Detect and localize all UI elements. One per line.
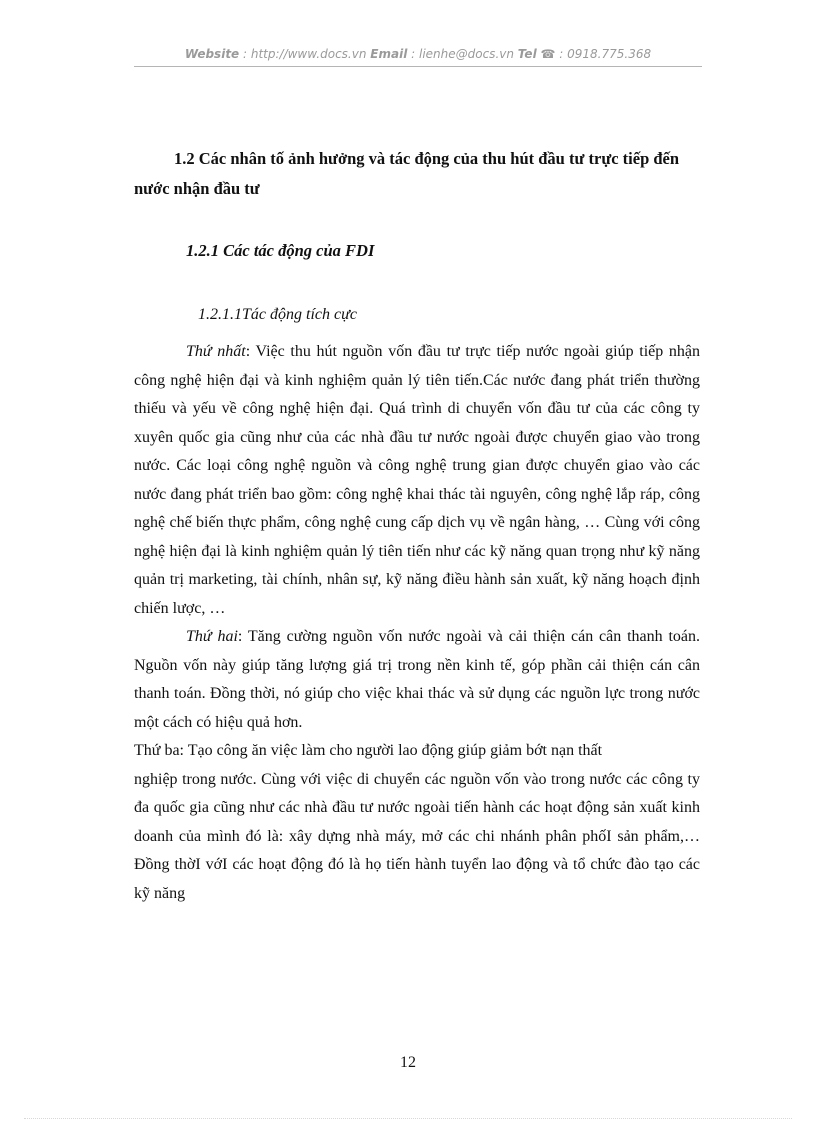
page-number: 12 [400,1054,416,1071]
page-bottom-border [24,1118,792,1119]
page-header [134,47,702,61]
phone-icon: ☎ [540,47,556,61]
paragraph-third-rest: nghiệp trong nước. Cùng với việc di chuyển các nguồn vốn vào trong nước các công ty đa quốc gia cũng như các nhà đầu tư nước ngoài tiến hành các hoạt động sản xuất kinh doanh của mình đó là: xây dựng nhà máy, mở các chi nhánh phân phốI sản phẩm,… Đồng thờI vớI các hoạt động đó là họ tiến hành tuyển lao động và tổ chức đào tạo các kỹ năng [134,770,700,902]
body-text [134,338,700,908]
paragraph-first-lead: Thứ nhất [186,343,246,360]
paragraph-first [134,338,700,623]
subsection-heading: 1.2.1 Các tác động của FDI [186,241,375,260]
paragraph-second-text: : Tăng cường nguồn vốn nước ngoài và cải thiện cán cân thanh toán. Nguồn vốn này giúp tăng lượng giá trị trong nền kinh tế, góp phần cải thiện cán cân thanh toán. Đồng thời, nó giúp cho việc khai thác và sử dụng các nguồn lực trong nước một cách có hiệu quả hơn. [134,628,700,731]
tel-value: 0918.775.368 [567,47,652,61]
paragraph-third-first-line: Thứ ba: Tạo công ăn việc làm cho người lao động giúp giảm bớt nạn thất [134,742,603,759]
paragraph-second [134,623,700,737]
email-separator: : [407,47,419,61]
header-divider [134,66,702,67]
sub-subsection-heading: 1.2.1.1Tác động tích cực [198,306,357,323]
email-label: Email [370,47,408,61]
tel-separator: : [555,47,568,61]
website-separator: : [239,47,251,61]
tel-label: Tel [517,47,537,61]
website-url[interactable]: http://www.docs.vn [250,47,367,61]
section-heading: 1.2 Các nhân tố ảnh hưởng và tác động của thu hút đầu tư trực tiếp đến nước nhận đầu tư [134,149,680,198]
paragraph-second-lead: Thứ hai [186,628,238,645]
email-value[interactable]: lienhe@docs.vn [418,47,514,61]
website-label: Website [184,47,240,61]
paragraph-first-text: : Việc thu hút nguồn vốn đầu tư trực tiếp nước ngoài giúp tiếp nhận công nghệ hiện đại và kinh nghiệm quản lý tiên tiến.Các nước đang phát triển thường thiếu và yếu về công nghệ hiện đại. Quá trình di chuyển vốn đầu tư của các công ty xuyên quốc gia cũng như của các nhà đầu tư nước ngoài được chuyển giao vào trong nước. Các loại công nghệ nguồn và công nghệ trung gian được chuyển giao vào các nước đang phát triển bao gồm: công nghệ khai thác tài nguyên, công nghệ lắp ráp, công nghệ chế biến thực phẩm, công nghệ cung cấp dịch vụ về ngân hàng, … Cùng với công nghệ hiện đại là kinh nghiệm quản lý tiên tiến như các kỹ năng quan trọng như kỹ năng quản trị marketing, tài chính, nhân sự, kỹ năng điều hành sản xuất, kỹ năng hoạch định chiến lược, … [134,343,700,617]
